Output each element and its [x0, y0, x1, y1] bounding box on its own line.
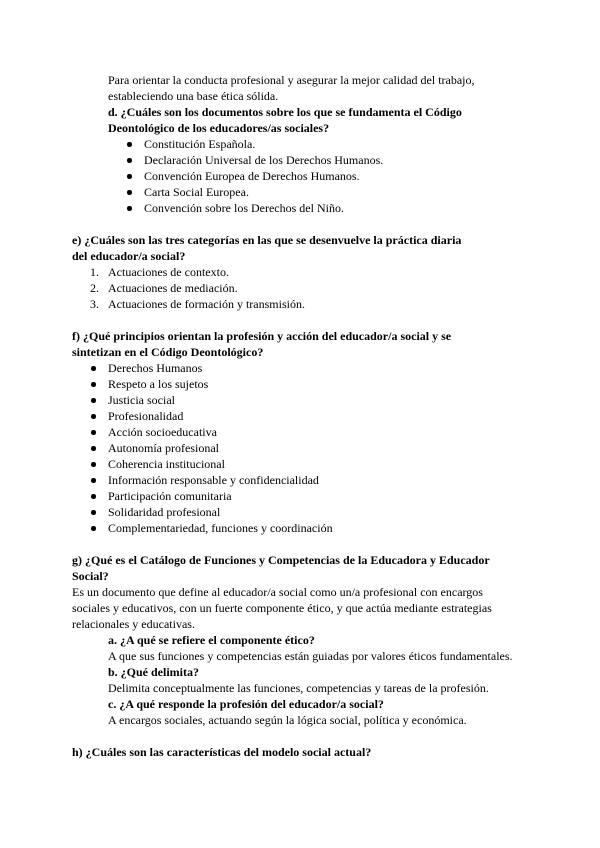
section-e-list-item [90, 280, 238, 296]
intro-line-1: Para orientar la conducta profesional y asegurar la mejor calidad del trabajo, [108, 73, 475, 87]
list-text: Actuaciones de mediación. [108, 281, 238, 295]
section-f-title-line-1: f) ¿Qué principios orientan la profesión y acción del educador/a social y se [72, 329, 452, 343]
section-f-list-item: Acción socioeducativa [108, 425, 217, 439]
section-g-title-line-2: Social? [72, 569, 109, 583]
section-g-sub-a-question: a. ¿A qué se refiere el componente ético? [108, 633, 315, 647]
list-number: 3. [90, 297, 99, 311]
section-e-list-item [90, 296, 305, 312]
section-d-list-item: Convención Europea de Derechos Humanos. [144, 169, 360, 183]
section-e-title-line-1: e) ¿Cuáles son las tres categorías en las que se desenvuelve la práctica diaria [72, 233, 462, 247]
list-text: Actuaciones de contexto. [108, 265, 229, 279]
list-number: 2. [90, 281, 99, 295]
list-text: Actuaciones de formación y transmisión. [108, 297, 305, 311]
section-g-body-line-3: relacionales y educativas. [72, 617, 195, 631]
section-g-body-line-1: Es un documento que define al educador/a social como un/a profesional con encargos [72, 585, 483, 599]
section-h-title: h) ¿Cuáles son las características del modelo social actual? [72, 745, 372, 759]
section-g-sub-c-question: c. ¿A qué responde la profesión del educador/a social? [108, 697, 384, 711]
section-f-list-item: Información responsable y confidencialidad [108, 473, 319, 487]
section-g-title-line-1: g) ¿Qué es el Catálogo de Funciones y Competencias de la Educadora y Educador [72, 553, 490, 567]
intro-line-2: estableciendo una base ética sólida. [108, 89, 279, 103]
section-d-list-item: Convención sobre los Derechos del Niño. [144, 201, 344, 215]
section-d-title-line-2: Deontológico de los educadores/as sociales? [108, 121, 330, 135]
section-d-title-line-1: d. ¿Cuáles son los documentos sobre los que se fundamenta el Código [108, 105, 462, 119]
section-g-sub-b-question: b. ¿Qué delimita? [108, 665, 200, 679]
section-e-list-item [90, 264, 229, 280]
section-f-list-item: Participación comunitaria [108, 489, 232, 503]
section-g-sub-a-answer: A que sus funciones y competencias están guiadas por valores éticos fundamentales. [108, 649, 513, 663]
section-f-list-item: Complementariedad, funciones y coordinación [108, 521, 333, 535]
section-f-list-item: Profesionalidad [108, 409, 184, 423]
section-f-list-item: Justicia social [108, 393, 175, 407]
section-f-list-item: Coherencia institucional [108, 457, 225, 471]
section-d-list-item: Constitución Española. [144, 137, 256, 151]
section-d-list-item: Carta Social Europea. [144, 185, 249, 199]
section-g-sub-c-answer: A encargos sociales, actuando según la lógica social, política y económica. [108, 713, 467, 727]
section-g-body-line-2: sociales y educativos, con un fuerte componente ético, y que actúa mediante estrategias [72, 601, 492, 615]
list-number: 1. [90, 265, 99, 279]
section-e-title-line-2: del educador/a social? [72, 249, 186, 263]
section-f-list-item: Autonomía profesional [108, 441, 219, 455]
section-f-list-item: Derechos Humanos [108, 361, 203, 375]
section-g-sub-b-answer: Delimita conceptualmente las funciones, competencias y tareas de la profesión. [108, 681, 489, 695]
section-f-title-line-2: sintetizan en el Código Deontológico? [72, 345, 264, 359]
section-f-list-item: Respeto a los sujetos [108, 377, 209, 391]
section-d-list-item: Declaración Universal de los Derechos Humanos. [144, 153, 384, 167]
section-f-list-item: Solidaridad profesional [108, 505, 221, 519]
